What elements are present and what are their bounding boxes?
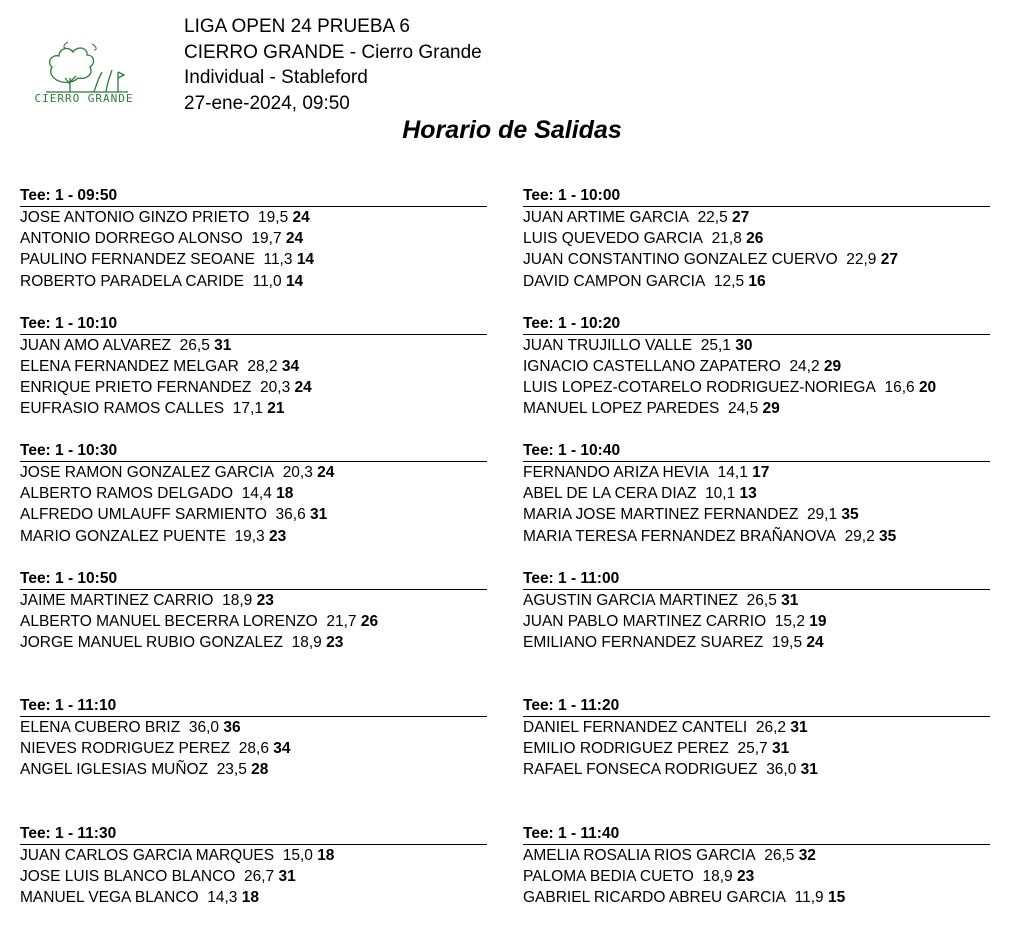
player-name: LUIS LOPEZ-COTARELO RODRIGUEZ-NORIEGA	[523, 379, 876, 396]
player-handicap-index: 22,9	[846, 251, 876, 268]
player-name: MANUEL LOPEZ PAREDES	[523, 400, 719, 417]
player-handicap-index: 36,6	[276, 506, 306, 523]
tee-group	[523, 570, 993, 698]
player-name: NIEVES RODRIGUEZ PEREZ	[20, 740, 230, 757]
player-row	[20, 249, 490, 270]
player-playing-handicap: 31	[278, 868, 295, 885]
player-playing-handicap: 19	[809, 613, 826, 630]
player-handicap-index: 26,5	[764, 847, 794, 864]
tee-time-heading: Tee: 1 - 11:00	[523, 570, 990, 590]
tee-group	[20, 825, 490, 952]
player-row	[20, 590, 490, 611]
event-name: LIGA OPEN 24 PRUEBA 6	[184, 14, 482, 40]
player-name: ALBERTO MANUEL BECERRA LORENZO	[20, 613, 318, 630]
player-playing-handicap: 13	[740, 485, 757, 502]
player-name: ANGEL IGLESIAS MUÑOZ	[20, 761, 208, 778]
player-playing-handicap: 28	[251, 761, 268, 778]
player-playing-handicap: 20	[919, 379, 936, 396]
player-handicap-index: 11,0	[253, 273, 282, 290]
event-datetime: 27-ene-2024, 09:50	[184, 91, 482, 117]
player-name: GABRIEL RICARDO ABREU GARCIA	[523, 889, 786, 906]
player-row	[20, 887, 490, 908]
player-row	[523, 335, 993, 356]
player-name: DANIEL FERNANDEZ CANTELI	[523, 719, 747, 736]
player-row	[20, 377, 490, 398]
tee-time-heading: Tee: 1 - 11:10	[20, 697, 487, 717]
tee-time-heading: Tee: 1 - 11:40	[523, 825, 990, 845]
player-handicap-index: 20,3	[260, 379, 290, 396]
player-row	[523, 632, 993, 653]
player-handicap-index: 18,9	[222, 592, 252, 609]
player-name: ELENA FERNANDEZ MELGAR	[20, 358, 239, 375]
player-playing-handicap: 14	[297, 251, 314, 268]
player-row	[523, 845, 993, 866]
player-row	[20, 207, 490, 228]
player-playing-handicap: 27	[881, 251, 898, 268]
player-playing-handicap: 21	[267, 400, 284, 417]
player-row	[523, 483, 993, 504]
tee-group	[20, 442, 490, 570]
player-playing-handicap: 18	[242, 889, 259, 906]
player-handicap-index: 19,5	[258, 209, 288, 226]
player-row	[523, 611, 993, 632]
player-row	[20, 398, 490, 419]
player-name: MARIA TERESA FERNANDEZ BRAÑANOVA	[523, 528, 836, 545]
player-handicap-index: 14,3	[207, 889, 237, 906]
player-handicap-index: 26,7	[244, 868, 274, 885]
player-name: JUAN CONSTANTINO GONZALEZ CUERVO	[523, 251, 838, 268]
tee-group	[20, 570, 490, 698]
tee-group	[20, 315, 490, 443]
tee-time-heading: Tee: 1 - 10:40	[523, 442, 990, 462]
player-handicap-index: 15,2	[775, 613, 805, 630]
player-handicap-index: 36,0	[189, 719, 219, 736]
player-row	[20, 356, 490, 377]
player-name: JUAN ARTIME GARCIA	[523, 209, 689, 226]
tee-time-heading: Tee: 1 - 10:20	[523, 315, 990, 335]
player-playing-handicap: 31	[310, 506, 327, 523]
player-handicap-index: 29,1	[807, 506, 837, 523]
player-name: JOSE ANTONIO GINZO PRIETO	[20, 209, 249, 226]
right-column	[523, 187, 993, 952]
player-name: ALFREDO UMLAUFF SARMIENTO	[20, 506, 267, 523]
tee-time-heading: Tee: 1 - 10:00	[523, 187, 990, 207]
player-playing-handicap: 24	[286, 230, 303, 247]
player-row	[523, 377, 993, 398]
player-playing-handicap: 32	[799, 847, 816, 864]
player-playing-handicap: 35	[879, 528, 896, 545]
tee-time-heading: Tee: 1 - 09:50	[20, 187, 487, 207]
player-playing-handicap: 16	[748, 273, 765, 290]
tee-time-heading: Tee: 1 - 11:30	[20, 825, 487, 845]
player-playing-handicap: 31	[214, 337, 231, 354]
player-handicap-index: 25,7	[737, 740, 767, 757]
player-name: ROBERTO PARADELA CARIDE	[20, 273, 244, 290]
player-handicap-index: 12,5	[714, 273, 744, 290]
player-handicap-index: 14,4	[242, 485, 272, 502]
player-row	[20, 611, 490, 632]
tee-group	[20, 187, 490, 315]
player-name: JUAN CARLOS GARCIA MARQUES	[20, 847, 274, 864]
player-row	[20, 462, 490, 483]
player-row	[523, 526, 993, 547]
player-row	[20, 335, 490, 356]
player-name: IGNACIO CASTELLANO ZAPATERO	[523, 358, 781, 375]
club-logo	[32, 34, 136, 110]
player-row	[20, 845, 490, 866]
player-playing-handicap: 27	[732, 209, 749, 226]
player-name: ENRIQUE PRIETO FERNANDEZ	[20, 379, 251, 396]
player-playing-handicap: 17	[752, 464, 769, 481]
player-name: JUAN PABLO MARTINEZ CARRIO	[523, 613, 766, 630]
game-format: Individual - Stableford	[184, 65, 482, 91]
player-name: PAULINO FERNANDEZ SEOANE	[20, 251, 255, 268]
player-playing-handicap: 23	[257, 592, 274, 609]
tee-group	[523, 825, 993, 952]
player-handicap-index: 18,9	[702, 868, 732, 885]
player-row	[523, 249, 993, 270]
player-name: AMELIA ROSALIA RIOS GARCIA	[523, 847, 756, 864]
player-name: JOSE LUIS BLANCO BLANCO	[20, 868, 235, 885]
player-playing-handicap: 31	[772, 740, 789, 757]
player-name: FERNANDO ARIZA HEVIA	[523, 464, 709, 481]
player-name: JUAN AMO ALVAREZ	[20, 337, 171, 354]
player-handicap-index: 24,2	[789, 358, 819, 375]
course-name: CIERRO GRANDE - Cierro Grande	[184, 40, 482, 66]
player-row	[523, 738, 993, 759]
tee-group	[523, 187, 993, 315]
player-playing-handicap: 23	[326, 634, 343, 651]
player-handicap-index: 14,1	[718, 464, 748, 481]
player-name: EMILIANO FERNANDEZ SUAREZ	[523, 634, 763, 651]
player-handicap-index: 19,7	[251, 230, 281, 247]
player-handicap-index: 16,6	[884, 379, 914, 396]
player-name: JORGE MANUEL RUBIO GONZALEZ	[20, 634, 283, 651]
player-row	[523, 271, 993, 292]
golf-tree-flag-icon	[32, 34, 136, 94]
player-handicap-index: 22,5	[698, 209, 728, 226]
player-row	[523, 207, 993, 228]
player-playing-handicap: 35	[841, 506, 858, 523]
tee-group	[523, 442, 993, 570]
player-handicap-index: 26,5	[180, 337, 210, 354]
player-name: JAIME MARTINEZ CARRIO	[20, 592, 213, 609]
player-handicap-index: 11,9	[795, 889, 824, 906]
tee-group	[523, 697, 993, 825]
player-row	[20, 632, 490, 653]
player-row	[20, 717, 490, 738]
player-handicap-index: 23,5	[217, 761, 247, 778]
player-row	[523, 228, 993, 249]
player-row	[20, 228, 490, 249]
player-handicap-index: 19,5	[772, 634, 802, 651]
player-name: ALBERTO RAMOS DELGADO	[20, 485, 233, 502]
player-name: PALOMA BEDIA CUETO	[523, 868, 694, 885]
player-handicap-index: 28,2	[247, 358, 277, 375]
player-handicap-index: 17,1	[233, 400, 263, 417]
player-name: ABEL DE LA CERA DIAZ	[523, 485, 696, 502]
left-column	[20, 187, 490, 952]
player-playing-handicap: 26	[746, 230, 763, 247]
player-playing-handicap: 31	[790, 719, 807, 736]
page-title: Horario de Salidas	[0, 116, 1024, 145]
player-playing-handicap: 29	[824, 358, 841, 375]
player-row	[20, 504, 490, 525]
player-row	[523, 759, 993, 780]
tee-time-heading: Tee: 1 - 10:50	[20, 570, 487, 590]
player-row	[20, 738, 490, 759]
player-handicap-index: 11,3	[263, 251, 292, 268]
player-name: EMILIO RODRIGUEZ PEREZ	[523, 740, 729, 757]
player-name: MANUEL VEGA BLANCO	[20, 889, 199, 906]
player-playing-handicap: 23	[269, 528, 286, 545]
player-name: JUAN TRUJILLO VALLE	[523, 337, 692, 354]
player-row	[523, 887, 993, 908]
player-playing-handicap: 18	[317, 847, 334, 864]
player-handicap-index: 18,9	[292, 634, 322, 651]
player-handicap-index: 15,0	[283, 847, 313, 864]
player-row	[20, 526, 490, 547]
player-handicap-index: 24,5	[728, 400, 758, 417]
player-row	[20, 483, 490, 504]
player-name: MARIA JOSE MARTINEZ FERNANDEZ	[523, 506, 798, 523]
player-playing-handicap: 24	[317, 464, 334, 481]
player-handicap-index: 25,1	[701, 337, 731, 354]
player-row	[523, 590, 993, 611]
player-name: RAFAEL FONSECA RODRIGUEZ	[523, 761, 758, 778]
player-row	[20, 866, 490, 887]
tee-time-heading: Tee: 1 - 11:20	[523, 697, 990, 717]
player-row	[523, 462, 993, 483]
player-handicap-index: 20,3	[283, 464, 313, 481]
tee-group	[20, 697, 490, 825]
player-playing-handicap: 30	[735, 337, 752, 354]
player-row	[20, 271, 490, 292]
player-name: LUIS QUEVEDO GARCIA	[523, 230, 703, 247]
player-playing-handicap: 14	[286, 273, 303, 290]
player-handicap-index: 10,1	[705, 485, 735, 502]
tee-time-heading: Tee: 1 - 10:30	[20, 442, 487, 462]
player-row	[523, 504, 993, 525]
player-row	[523, 717, 993, 738]
player-playing-handicap: 31	[781, 592, 798, 609]
player-handicap-index: 26,2	[756, 719, 786, 736]
player-name: AGUSTIN GARCIA MARTINEZ	[523, 592, 738, 609]
player-handicap-index: 26,5	[747, 592, 777, 609]
player-name: JOSE RAMON GONZALEZ GARCIA	[20, 464, 274, 481]
player-row	[523, 866, 993, 887]
player-playing-handicap: 24	[806, 634, 823, 651]
player-playing-handicap: 34	[282, 358, 299, 375]
player-playing-handicap: 26	[361, 613, 378, 630]
player-playing-handicap: 23	[737, 868, 754, 885]
player-playing-handicap: 24	[293, 209, 310, 226]
player-playing-handicap: 29	[763, 400, 780, 417]
player-name: ELENA CUBERO BRIZ	[20, 719, 180, 736]
player-handicap-index: 21,8	[712, 230, 742, 247]
player-playing-handicap: 15	[828, 889, 845, 906]
player-name: EUFRASIO RAMOS CALLES	[20, 400, 224, 417]
player-playing-handicap: 34	[273, 740, 290, 757]
player-playing-handicap: 24	[295, 379, 312, 396]
player-handicap-index: 19,3	[234, 528, 264, 545]
player-playing-handicap: 31	[801, 761, 818, 778]
player-row	[20, 759, 490, 780]
player-handicap-index: 29,2	[845, 528, 875, 545]
player-name: DAVID CAMPON GARCIA	[523, 273, 705, 290]
player-handicap-index: 21,7	[326, 613, 356, 630]
player-handicap-index: 28,6	[239, 740, 269, 757]
player-handicap-index: 36,0	[766, 761, 796, 778]
player-playing-handicap: 36	[223, 719, 240, 736]
player-name: MARIO GONZALEZ PUENTE	[20, 528, 226, 545]
player-playing-handicap: 18	[276, 485, 293, 502]
player-row	[523, 356, 993, 377]
event-header	[184, 14, 482, 116]
tee-time-heading: Tee: 1 - 10:10	[20, 315, 487, 335]
player-row	[523, 398, 993, 419]
tee-group	[523, 315, 993, 443]
player-name: ANTONIO DORREGO ALONSO	[20, 230, 243, 247]
logo-text: CIERRO GRANDE	[32, 92, 136, 105]
